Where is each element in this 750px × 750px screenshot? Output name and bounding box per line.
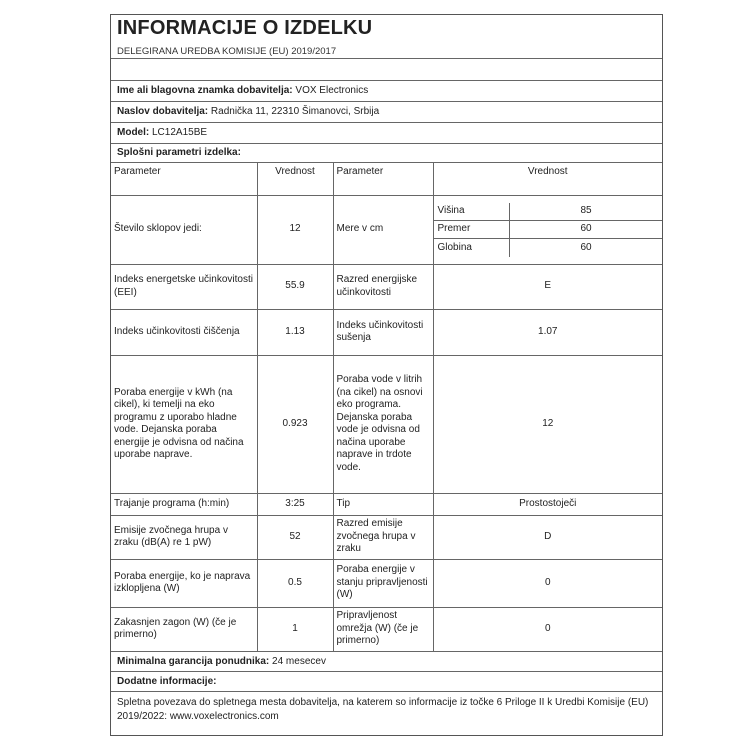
product-info-sheet (110, 14, 663, 736)
additional-info-label: Dodatne informacije: (117, 676, 217, 687)
general-params-row (111, 144, 662, 163)
header-value-1: Vrednost (257, 163, 333, 195)
supplier-name-label: Ime ali blagovna znamka dobavitelja: (117, 85, 293, 96)
general-params-label: Splošni parametri izdelka: (117, 147, 241, 158)
param-eei: Indeks energetske učinkovitosti (EEI) (111, 264, 257, 309)
regulation-subtitle: DELEGIRANA UREDBA KOMISIJE (EU) 2019/2017 (117, 46, 337, 57)
table-row (111, 559, 662, 607)
supplier-address-value: Radnička 11, 22310 Šimanovci, Srbija (210, 106, 380, 117)
model-row (111, 123, 662, 144)
param-standby-power: Poraba energije v stanju pripravljenosti (W) (333, 559, 433, 607)
parameters-table (111, 163, 662, 652)
value-network-standby: 0 (433, 607, 662, 651)
value-energy-class: E (433, 264, 662, 309)
table-row (111, 264, 662, 309)
param-noise-emission: Emisije zvočnega hrupa v zraku (dB(A) re 1 pW) (111, 515, 257, 559)
model-value: LC12A15BE (152, 127, 208, 138)
param-cleaning-index: Indeks učinkovitosti čiščenja (111, 309, 257, 355)
dimension-row (434, 239, 663, 257)
dimensions-table (434, 203, 663, 257)
header-section (111, 15, 662, 59)
param-dish-sets: Število sklopov jedi: (111, 195, 257, 264)
table-row (111, 309, 662, 355)
param-off-mode-power: Poraba energije, ko je naprava izklopljena (W) (111, 559, 257, 607)
value-cleaning-index: 1.13 (257, 309, 333, 355)
param-energy-class: Razred energijske učinkovitosti (333, 264, 433, 309)
supplier-website-note: Spletna povezava do spletnega mesta dobavitelja, na katerem so informacije iz točke 6 Priloge II k Uredbi Komisije (EU) 2019/2022: www.voxelectronics.com (117, 697, 649, 722)
value-noise-class: D (433, 515, 662, 559)
value-water-consumption: 12 (433, 355, 662, 493)
dim-depth-value: 60 (510, 239, 663, 257)
param-network-standby: Pripravljenost omrežja (W) (če je primerno) (333, 607, 433, 651)
value-delayed-start: 1 (257, 607, 333, 651)
header-parameter-2: Parameter (333, 163, 433, 195)
model-label: Model: (117, 127, 150, 138)
table-row (111, 355, 662, 493)
param-drying-index: Indeks učinkovitosti sušenja (333, 309, 433, 355)
param-program-duration: Trajanje programa (h:min) (111, 493, 257, 515)
param-noise-class: Razred emisije zvočnega hrupa v zraku (333, 515, 433, 559)
table-header-row (111, 163, 662, 195)
value-noise-emission: 52 (257, 515, 333, 559)
dim-width-value: 60 (510, 221, 663, 239)
value-drying-index: 1.07 (433, 309, 662, 355)
param-energy-consumption: Poraba energije v kWh (na cikel), ki temelji na eko programu z uporabo hladne vode. Dejanska poraba energije je odvisna od načina uporabe naprave. (111, 355, 257, 493)
value-energy-consumption: 0.923 (257, 355, 333, 493)
supplier-name-value: VOX Electronics (295, 85, 369, 96)
table-row (111, 515, 662, 559)
dim-height-label: Višina (434, 203, 510, 221)
header-value-2: Vrednost (433, 163, 662, 195)
dim-width-label: Premer (434, 221, 510, 239)
value-eei: 55.9 (257, 264, 333, 309)
value-program-duration: 3:25 (257, 493, 333, 515)
supplier-address-row (111, 102, 662, 123)
dimension-row (434, 203, 663, 221)
dimension-row (434, 221, 663, 239)
dim-depth-label: Globina (434, 239, 510, 257)
warranty-label: Minimalna garancija ponudnika: (117, 656, 270, 667)
header-parameter-1: Parameter (111, 163, 257, 195)
page-title: INFORMACIJE O IZDELKU (117, 17, 373, 39)
param-delayed-start: Zakasnjen zagon (W) (če je primerno) (111, 607, 257, 651)
table-row (111, 195, 662, 264)
table-row (111, 493, 662, 515)
value-dish-sets: 12 (257, 195, 333, 264)
dimensions-cell (433, 195, 662, 264)
value-off-mode-power: 0.5 (257, 559, 333, 607)
warranty-row (111, 651, 662, 672)
param-water-consumption: Poraba vode v litrih (na cikel) na osnovi eko programa. Dejanska poraba vode je odvisna od načina uporabe naprave in trdote vode. (333, 355, 433, 493)
param-type: Tip (333, 493, 433, 515)
supplier-address-label: Naslov dobavitelja: (117, 106, 209, 117)
warranty-value: 24 mesecev (272, 656, 326, 667)
additional-info-row (111, 672, 662, 692)
table-row (111, 607, 662, 651)
spacer-row (111, 59, 662, 81)
dim-height-value: 85 (510, 203, 663, 221)
value-standby-power: 0 (433, 559, 662, 607)
param-dimensions: Mere v cm (333, 195, 433, 264)
supplier-name-row (111, 81, 662, 102)
value-type: Prostostoječi (433, 493, 662, 515)
